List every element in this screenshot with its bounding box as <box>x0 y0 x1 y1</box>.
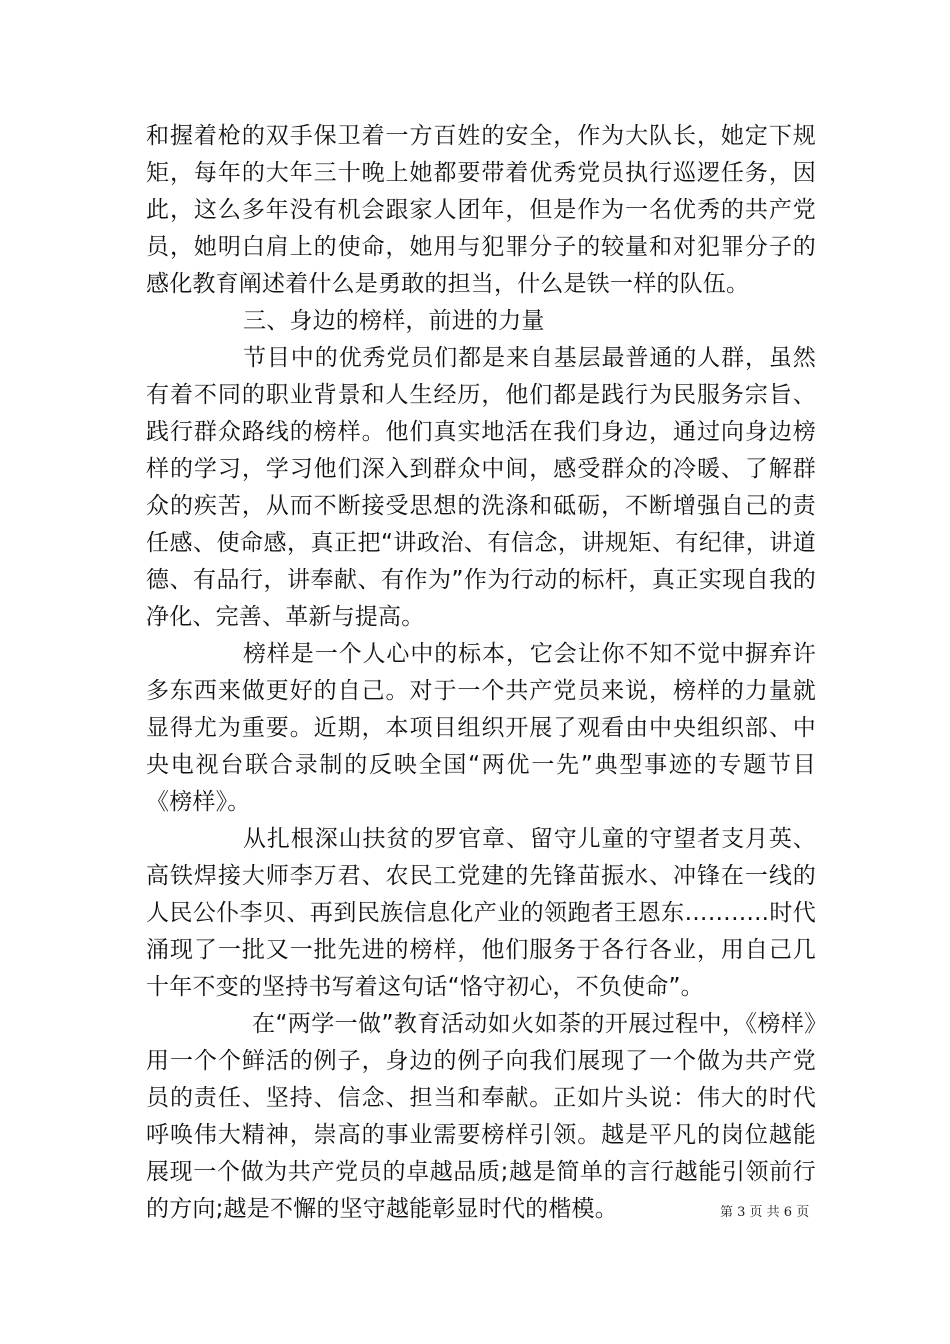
body-text <box>146 118 816 1228</box>
paragraph: 榜样是一个人心中的标本，它会让你不知不觉中摒弃许多东西来做更好的自己。对于一个共产党员来说，榜样的力量就显得尤为重要。近期，本项目组织开展了观看由中央组织部、中央电视台联合录制的反映全国“两优一先”典型事迹的专题节目《榜样》。 <box>146 641 816 815</box>
paragraph: 节目中的优秀党员们都是来自基层最普通的人群，虽然有着不同的职业背景和人生经历，他们都是践行为民服务宗旨、践行群众路线的榜样。他们真实地活在我们身边，通过向身边榜样的学习，学习他们深入到群众中间，感受群众的冷暖、了解群众的疾苦，从而不断接受思想的洗涤和砥砺，不断增强自己的责任感、使命感，真正把“讲政治、有信念，讲规矩、有纪律，讲道德、有品行，讲奉献、有作为”作为行动的标杆，真正实现自我的净化、完善、革新与提高。 <box>146 345 816 630</box>
page-number-footer: 第 3 页 共 6 页 <box>720 1205 810 1220</box>
section-heading: 三、身边的榜样，前进的力量 <box>243 308 545 334</box>
paragraph: 从扎根深山扶贫的罗官章、留守儿童的守望者支月英、高铁焊接大师李万君、农民工党建的先锋苗振水、冲锋在一线的人民公仆李贝、再到民族信息化产业的领跑者王恩东………..时代涌现了一批又一批先进的榜样，他们服务于各行各业，用自己几十年不变的坚持书写着这句话“恪守初心，不负使命”。 <box>146 826 816 1000</box>
paragraph: 在“两学一做”教育活动如火如荼的开展过程中，《榜样》用一个个鲜活的例子，身边的例子向我们展现了一个做为共产党员的责任、坚持、信念、担当和奉献。正如片头说：伟大的时代呼唤伟大精神，崇高的事业需要榜样引领。越是平凡的岗位越能展现一个做为共产党员的卓越品质;越是简单的言行越能引领前行的方向;越是不懈的坚守越能彰显时代的楷模。 <box>146 1011 816 1222</box>
paragraph-continuation: 和握着枪的双手保卫着一方百姓的安全，作为大队长，她定下规矩，每年的大年三十晚上她都要带着优秀党员执行巡逻任务，因此，这么多年没有机会跟家人团年，但是作为一名优秀的共产党员，她明白肩上的使命，她用与犯罪分子的较量和对犯罪分子的感化教育阐述着什么是勇敢的担当，什么是铁一样的队伍。 <box>146 123 816 297</box>
